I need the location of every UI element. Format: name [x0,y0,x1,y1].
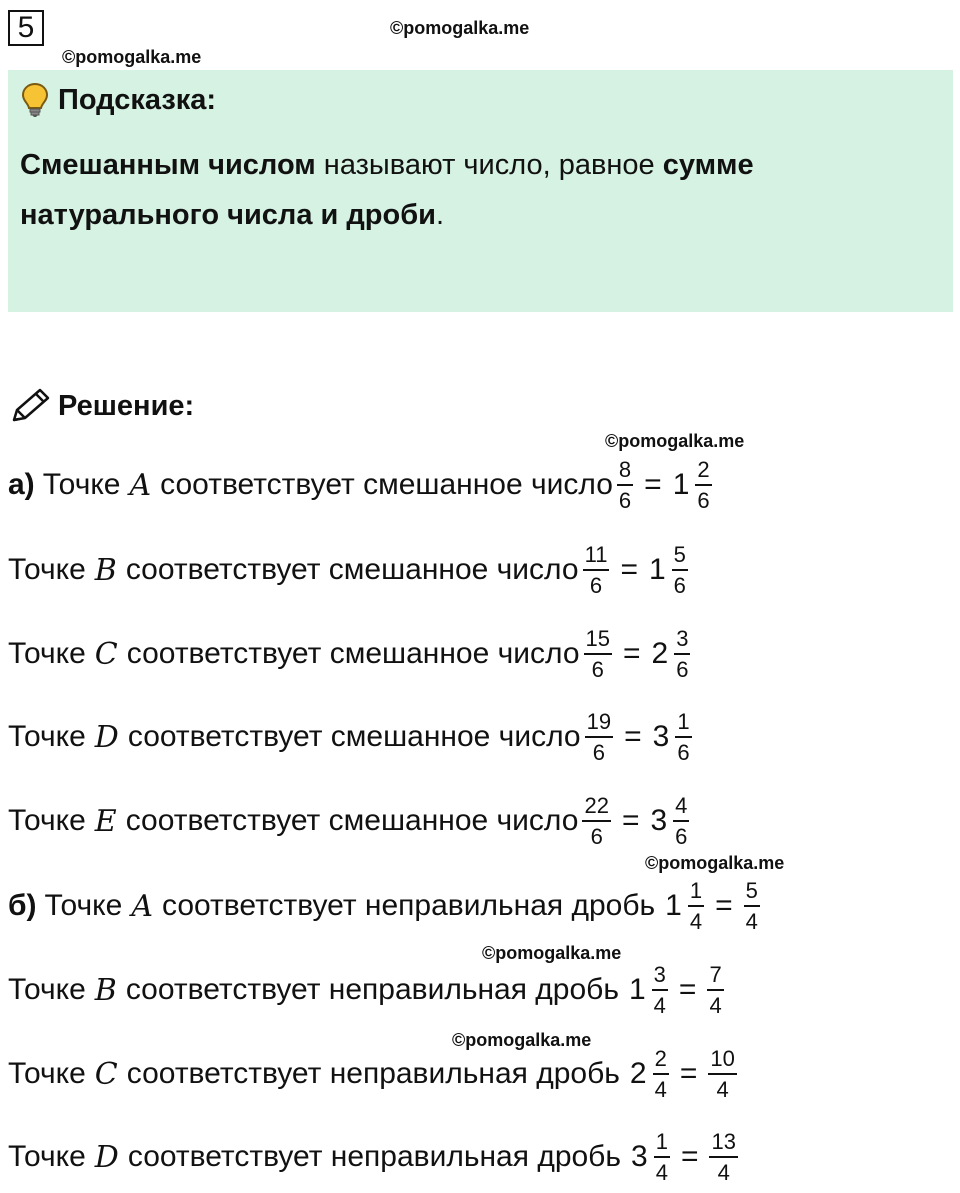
line-text: соответствует неправильная дробь [125,973,619,1006]
hint-bold-term: Смешанным числом [20,149,316,181]
numerator: 10 [708,1048,736,1075]
fraction-part [652,961,668,1018]
numerator: 3 [674,628,690,655]
solution-line-b1 [8,874,764,938]
solution-line-a3 [8,622,694,686]
solution-header [8,386,194,426]
improper-fraction [584,625,612,682]
pencil-icon [8,386,52,426]
numerator: 8 [617,459,633,486]
numerator: 4 [673,795,689,822]
numerator: 2 [695,459,711,486]
fraction-part [695,456,711,513]
denominator: 6 [590,823,603,849]
numerator: 13 [709,1131,737,1158]
denominator: 6 [591,656,604,682]
denominator: 4 [709,992,722,1018]
fraction-part [674,625,690,682]
fraction-part [654,1128,670,1185]
whole-part: 1 [665,889,682,922]
solution-line-a4 [8,705,696,769]
numerator: 11 [583,544,610,571]
equals-sign: = [620,553,638,586]
denominator: 6 [592,739,605,765]
point-label: D [94,1139,119,1175]
fraction-part [653,1045,669,1102]
whole-part: 1 [648,553,666,586]
point-label: B [94,972,117,1008]
solution-line-b2 [8,958,728,1022]
equals-sign: = [678,973,697,1006]
point-label: E [94,803,117,839]
whole-part: 3 [631,1140,648,1173]
hint-text-end: . [435,199,445,231]
point-label: D [94,719,119,755]
improper-fraction [583,541,610,598]
lightbulb-icon [20,82,50,118]
equals-sign: = [644,468,662,501]
solution-line-b3 [8,1042,741,1106]
solution-line-a5 [8,789,693,853]
fraction-part [672,541,688,598]
improper-fraction [708,1045,736,1102]
watermark: ©pomogalka.me [390,18,530,38]
numerator: 5 [672,544,688,571]
denominator: 6 [697,487,710,513]
denominator: 4 [689,908,703,934]
denominator: 6 [675,823,688,849]
improper-fraction [709,1128,737,1185]
numerator: 19 [585,711,613,738]
line-text: соответствует неправильная дробь [126,1057,620,1090]
line-text: соответствует неправильная дробь [127,1140,621,1173]
denominator: 4 [655,1159,668,1185]
line-prefix: Точке [44,889,123,922]
point-label: A [131,888,153,924]
numerator: 22 [582,795,610,822]
whole-part: 2 [651,637,669,670]
numerator: 1 [675,711,691,738]
part-b-label: б) [8,889,37,922]
line-text: соответствует смешанное число [127,720,581,753]
watermark: ©pomogalka.me [62,47,202,67]
numerator: 1 [688,880,704,907]
point-label: C [94,1056,118,1092]
watermark: ©pomogalka.me [452,1030,592,1050]
denominator: 4 [717,1159,730,1185]
whole-part: 3 [652,720,670,753]
line-prefix: Точке [8,973,86,1006]
line-text: соответствует смешанное число [160,468,613,501]
point-label: C [94,636,118,672]
numerator: 7 [707,964,723,991]
whole-part: 1 [628,973,646,1006]
hint-text-part: называют число, равное [315,149,663,181]
watermark: ©pomogalka.me [482,943,622,963]
equals-sign: = [680,1140,699,1173]
watermark: ©pomogalka.me [645,853,785,873]
denominator: 6 [677,739,690,765]
line-text: соответствует смешанное число [125,553,579,586]
solution-line-b4 [8,1125,742,1189]
numerator: 5 [744,880,760,907]
solution-title: Решение: [58,389,195,422]
solution-line-a1 [8,453,716,517]
point-label: A [129,467,152,503]
improper-fraction [744,877,760,934]
denominator: 4 [745,908,758,934]
whole-part: 1 [672,468,690,501]
equals-sign: = [623,637,641,670]
denominator: 4 [716,1076,729,1102]
line-prefix: Точке [8,1140,86,1173]
line-prefix: Точке [8,637,86,670]
task-number: 5 [8,10,44,46]
equals-sign: = [679,1057,698,1090]
numerator: 1 [654,1131,670,1158]
denominator: 6 [673,572,686,598]
numerator: 3 [652,964,668,991]
whole-part: 3 [650,804,668,837]
hint-bold-definition: сумме натурального числа и дроби [20,149,754,231]
hint-text [20,140,920,240]
equals-sign: = [621,804,640,837]
line-prefix: Точке [8,1057,86,1090]
improper-fraction [707,961,723,1018]
line-prefix: Точке [42,468,121,501]
fraction-part [688,877,704,934]
equals-sign: = [624,720,642,753]
hint-box [8,70,953,312]
line-prefix: Точке [8,553,86,586]
denominator: 4 [654,1076,667,1102]
line-text: соответствует смешанное число [126,637,580,670]
part-a-label: а) [8,468,35,501]
whole-part: 2 [629,1057,647,1090]
line-text: соответствует неправильная дробь [162,889,656,922]
hint-title: Подсказка: [58,83,217,116]
point-label: B [94,552,117,588]
numerator: 15 [584,628,612,655]
improper-fraction [582,792,610,849]
line-text: соответствует смешанное число [125,804,579,837]
hint-header [20,82,216,118]
line-prefix: Точке [8,720,86,753]
denominator: 6 [676,656,689,682]
denominator: 6 [589,572,603,598]
improper-fraction [585,708,613,765]
denominator: 4 [653,992,666,1018]
watermark: ©pomogalka.me [605,431,745,451]
equals-sign: = [715,889,733,922]
line-prefix: Точке [8,804,86,837]
fraction-part [673,792,689,849]
solution-line-a2 [8,538,692,602]
numerator: 2 [653,1048,669,1075]
denominator: 6 [618,487,632,513]
improper-fraction [617,456,633,513]
fraction-part [675,708,691,765]
